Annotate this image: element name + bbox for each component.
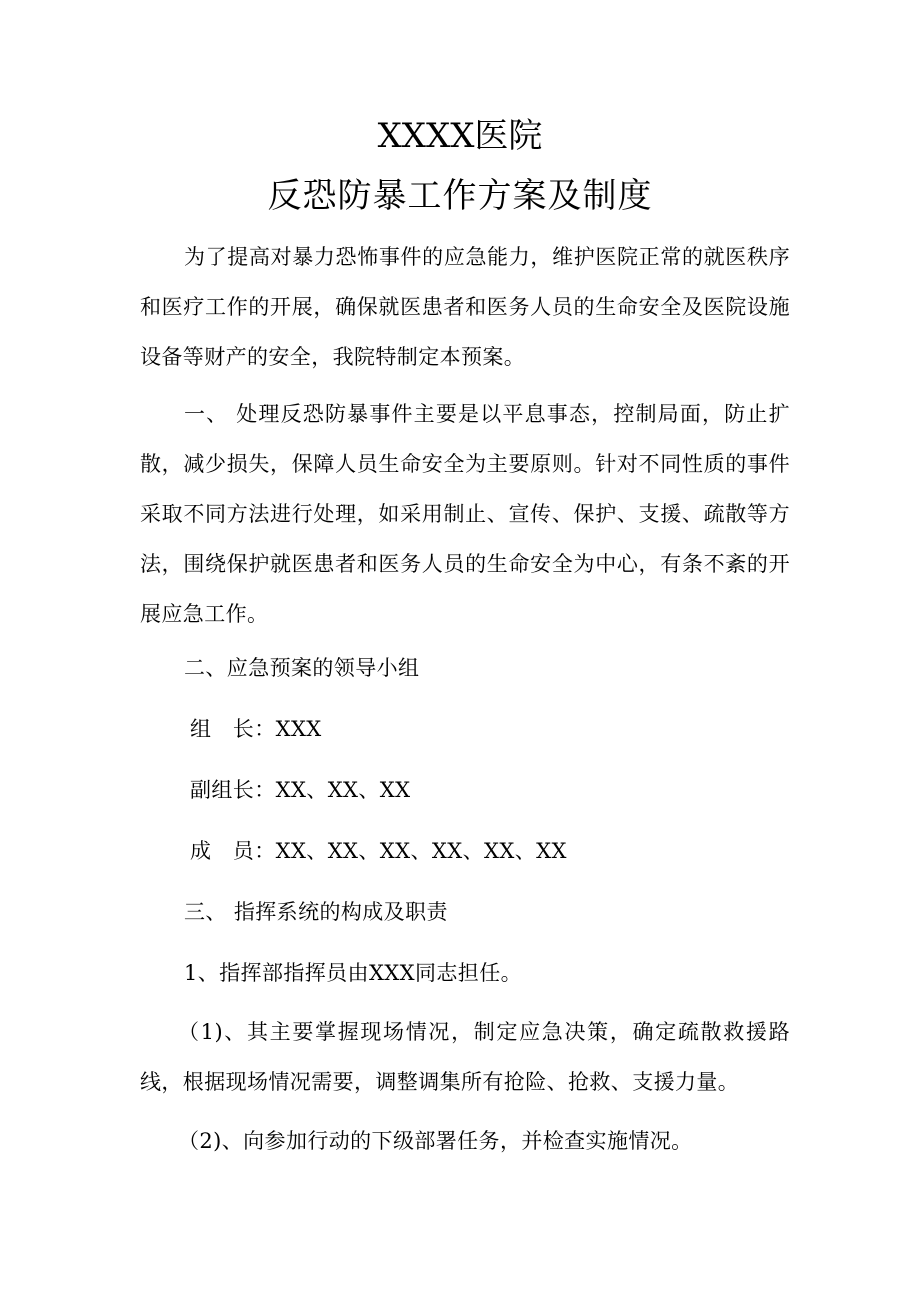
group-members: 成 员：XX、XX、XX、XX、XX、XX — [190, 839, 567, 863]
document-title: 反恐防暴工作方案及制度 — [267, 176, 653, 216]
document-title-hospital: XXXX医院 — [377, 116, 543, 156]
intro-paragraph: 为了提高对暴力恐怖事件的应急能力，维护医院正常的就医秩序和医疗工作的开展，确保就医患者和医务人员的生命安全及医院设施设备等财产的安全，我院特制定本预案。 — [140, 245, 790, 369]
deputy-leaders: 副组长：XX、XX、XX — [190, 778, 411, 802]
section-1-paragraph: 一、 处理反恐防暴事件主要是以平息事态，控制局面，防止扩散，减少损失，保障人员生命安全为主要原则。针对不同性质的事件采取不同方法进行处理，如采用制止、宣传、保护、支援、疏散等方法，围绕保护就医患者和医务人员的生命安全为中心，有条不紊的开展应急工作。 — [140, 402, 790, 626]
section-2-heading: 二、应急预案的领导小组 — [184, 656, 420, 680]
section-3-heading: 三、 指挥系统的构成及职责 — [184, 900, 448, 924]
item-1-sub-1: （1)、其主要掌握现场情况，制定应急决策，确定疏散救援路线，根据现场情况需要，调整调集所有抢险、抢救、支援力量。 — [140, 1020, 790, 1094]
group-leader: 组 长：XXX — [190, 717, 322, 741]
item-1: 1、指挥部指挥员由XXX同志担任。 — [184, 961, 523, 985]
item-1-sub-2: （2)、向参加行动的下级部署任务，并检查实施情况。 — [178, 1129, 693, 1153]
